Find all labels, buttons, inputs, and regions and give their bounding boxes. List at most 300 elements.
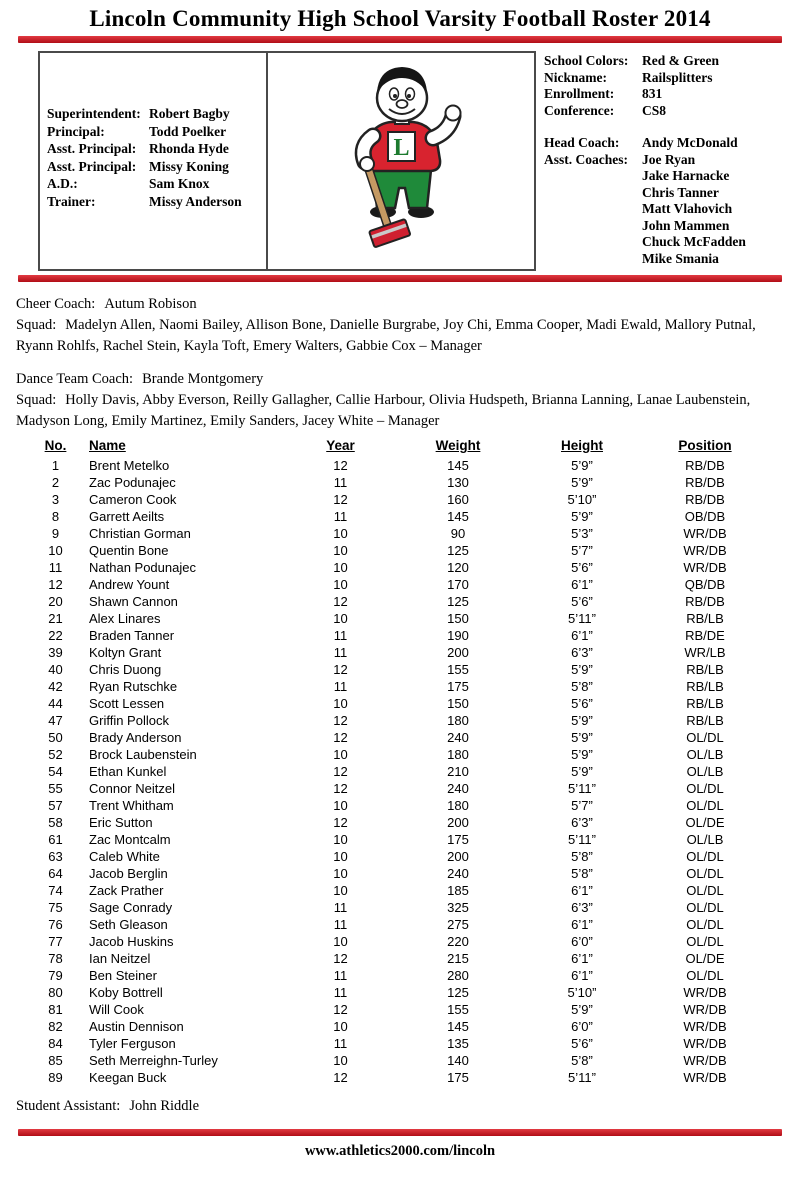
mascot-maul-head — [369, 219, 410, 247]
cell-name: Koltyn Grant — [89, 645, 162, 660]
cell-position: OL/DL — [686, 900, 724, 915]
asst-coaches-row — [544, 152, 790, 268]
cheer-squad-line — [16, 315, 784, 357]
cell-no: 11 — [48, 560, 63, 575]
cell-no: 22 — [48, 628, 63, 643]
cell-position: OB/DB — [684, 509, 726, 524]
cell-weight: 130 — [447, 475, 469, 490]
cell-position: OL/DL — [686, 917, 724, 932]
roster-row — [28, 678, 764, 695]
cell-weight: 175 — [447, 1070, 469, 1085]
roster-row — [28, 916, 764, 933]
dance-coach-name: Brande Montgomery — [142, 371, 264, 387]
staff-value: Sam Knox — [149, 176, 210, 191]
staff-row — [47, 123, 266, 141]
cell-no: 74 — [48, 883, 63, 898]
roster-body — [28, 457, 764, 1086]
cell-no: 2 — [51, 475, 60, 490]
cell-weight: 145 — [447, 1019, 469, 1034]
cell-height: 5’7” — [571, 543, 593, 558]
cell-name: Scott Lessen — [89, 696, 165, 711]
cell-name: Caleb White — [89, 849, 160, 864]
cell-height: 6’1” — [571, 951, 593, 966]
cell-height: 5’9” — [571, 458, 593, 473]
cell-height: 6’0” — [571, 934, 593, 949]
cell-name: Alex Linares — [89, 611, 161, 626]
cell-name: Seth Merreighn-Turley — [89, 1053, 218, 1068]
roster-row — [28, 780, 764, 797]
header-section — [38, 51, 790, 271]
cell-height: 5’9” — [571, 1002, 593, 1017]
cell-no: 63 — [48, 849, 63, 864]
cell-name: Andrew Yount — [89, 577, 170, 592]
cell-position: WR/DB — [683, 526, 727, 541]
cell-no: 75 — [48, 900, 63, 915]
cell-no: 85 — [48, 1053, 63, 1068]
roster-row — [28, 746, 764, 763]
col-header-name: Name — [89, 438, 126, 453]
cell-position: OL/DL — [686, 730, 724, 745]
info-label: Conference: — [544, 102, 615, 118]
info-row — [544, 53, 790, 70]
cell-name: Jacob Huskins — [89, 934, 174, 949]
roster-row — [28, 695, 764, 712]
cell-height: 5’9” — [571, 764, 593, 779]
cell-name: Zac Podunajec — [89, 475, 176, 490]
cell-no: 58 — [48, 815, 63, 830]
cell-weight: 240 — [447, 781, 469, 796]
cell-height: 5’8” — [571, 1053, 593, 1068]
head-coach-row — [544, 135, 790, 152]
info-row — [544, 103, 790, 120]
roster-row — [28, 559, 764, 576]
cell-year: 11 — [333, 475, 348, 490]
cell-weight: 145 — [447, 509, 469, 524]
cell-year: 12 — [333, 951, 348, 966]
info-row — [544, 70, 790, 87]
cell-weight: 140 — [447, 1053, 469, 1068]
cell-no: 77 — [48, 934, 63, 949]
cell-weight: 325 — [447, 900, 469, 915]
cell-year: 10 — [333, 1053, 348, 1068]
cell-name: Ryan Rutschke — [89, 679, 178, 694]
roster-row — [28, 729, 764, 746]
info-label: Nickname: — [544, 69, 607, 85]
cell-year: 11 — [333, 968, 348, 983]
cell-year: 12 — [333, 458, 348, 473]
cell-height: 5’8” — [571, 679, 593, 694]
cheer-squad-names: Madelyn Allen, Naomi Bailey, Allison Bone, Danielle Burgrabe, Joy Chi, Emma Cooper, Madi Ewald, Mallory Putnal, Ryann Rohlfs, Rachel Stein, Kayla Toft, Emery Walters, Gabbie Cox – Manager — [16, 317, 756, 354]
cell-position: WR/DB — [683, 560, 727, 575]
cell-weight: 135 — [447, 1036, 469, 1051]
info-value: 831 — [642, 86, 663, 101]
cell-height: 6’1” — [571, 883, 593, 898]
cell-no: 55 — [48, 781, 63, 796]
cell-no: 54 — [48, 764, 63, 779]
cell-year: 12 — [333, 781, 348, 796]
staff-label: Superintendent: — [47, 106, 141, 121]
cell-year: 10 — [333, 934, 348, 949]
cell-height: 5’6” — [571, 1036, 593, 1051]
cell-name: Christian Gorman — [89, 526, 191, 541]
cell-no: 64 — [48, 866, 63, 881]
info-label: School Colors: — [544, 53, 629, 68]
cell-name: Connor Neitzel — [89, 781, 175, 796]
cell-year: 12 — [333, 1070, 348, 1085]
cell-year: 10 — [333, 866, 348, 881]
roster-row — [28, 1001, 764, 1018]
roster-row — [28, 814, 764, 831]
cell-height: 6’1” — [571, 628, 593, 643]
cell-weight: 240 — [447, 730, 469, 745]
student-assistant-line — [16, 1098, 800, 1115]
staff-row — [47, 158, 266, 176]
roster-table — [28, 438, 764, 1086]
info-label: Enrollment: — [544, 86, 615, 101]
cell-position: WR/DB — [683, 985, 727, 1000]
cell-position: OL/DL — [686, 866, 724, 881]
cell-weight: 240 — [447, 866, 469, 881]
cell-name: Nathan Podunajec — [89, 560, 196, 575]
cell-weight: 200 — [447, 815, 469, 830]
roster-row — [28, 865, 764, 882]
dance-section — [16, 369, 784, 432]
roster-row — [28, 1069, 764, 1086]
cell-position: WR/DB — [683, 1036, 727, 1051]
cell-height: 5’3” — [571, 526, 593, 541]
coach-name: Joe Ryan — [642, 151, 696, 167]
cell-weight: 180 — [447, 798, 469, 813]
cell-weight: 155 — [447, 1002, 469, 1017]
cell-weight: 275 — [447, 917, 469, 932]
coach-name: John Mammen — [642, 217, 730, 233]
mascot-letter: L — [393, 135, 410, 161]
cell-name: Chris Duong — [89, 662, 162, 677]
cell-position: RB/LB — [686, 696, 724, 711]
cell-weight: 185 — [447, 883, 469, 898]
coach-name: Chuck McFadden — [642, 234, 746, 249]
divider-bar-bottom — [18, 1129, 782, 1136]
cell-position: WR/DB — [683, 1019, 727, 1034]
cell-height: 5’11” — [568, 1070, 596, 1085]
asst-coaches-label: Asst. Coaches: — [544, 151, 628, 167]
mascot-box — [268, 51, 536, 271]
cell-year: 11 — [333, 679, 348, 694]
school-info-box — [536, 51, 790, 271]
cell-weight: 125 — [447, 543, 469, 558]
cell-year: 10 — [333, 1019, 348, 1034]
cell-year: 10 — [333, 611, 348, 626]
cell-name: Austin Dennison — [89, 1019, 184, 1034]
roster-row — [28, 1052, 764, 1069]
cell-weight: 190 — [447, 628, 469, 643]
cell-weight: 155 — [447, 662, 469, 677]
cell-name: Zack Prather — [89, 883, 164, 898]
cell-no: 39 — [48, 645, 63, 660]
roster-row — [28, 797, 764, 814]
cell-position: RB/DB — [685, 475, 725, 490]
staff-row — [47, 140, 266, 158]
page-title: Lincoln Community High School Varsity Football Roster 2014 — [89, 6, 711, 31]
cell-name: Ian Neitzel — [89, 951, 151, 966]
cell-height: 6’1” — [571, 968, 593, 983]
cell-weight: 180 — [447, 713, 469, 728]
cell-name: Brady Anderson — [89, 730, 182, 745]
roster-row — [28, 882, 764, 899]
staff-label: Asst. Principal: — [47, 141, 137, 156]
info-value: CS8 — [642, 102, 667, 118]
cell-no: 80 — [48, 985, 63, 1000]
cell-no: 1 — [51, 458, 60, 473]
cell-weight: 215 — [447, 951, 469, 966]
cell-year: 12 — [333, 815, 348, 830]
cell-position: RB/LB — [686, 611, 724, 626]
cell-position: RB/DB — [685, 458, 725, 473]
staff-value: Rhonda Hyde — [149, 141, 229, 156]
cell-weight: 220 — [447, 934, 469, 949]
cell-no: 21 — [48, 611, 63, 626]
cell-height: 5’11” — [568, 611, 596, 626]
cheer-coach-line — [16, 294, 784, 315]
info-value: Railsplitters — [642, 69, 713, 85]
cell-height: 5’9” — [571, 713, 593, 728]
cell-no: 50 — [48, 730, 63, 745]
asst-coaches-list — [642, 152, 746, 268]
roster-row — [28, 576, 764, 593]
cell-name: Griffin Pollock — [89, 713, 169, 728]
cell-year: 12 — [333, 492, 348, 507]
cell-weight: 210 — [447, 764, 469, 779]
cell-height: 5’8” — [571, 849, 593, 864]
cell-weight: 125 — [447, 594, 469, 609]
cell-position: RB/LB — [686, 679, 724, 694]
cell-year: 10 — [333, 526, 348, 541]
cell-position: OL/DL — [686, 798, 724, 813]
cell-height: 5’9” — [571, 730, 593, 745]
cell-position: OL/DL — [686, 883, 724, 898]
roster-row — [28, 491, 764, 508]
cell-year: 11 — [333, 628, 348, 643]
cell-weight: 175 — [447, 832, 469, 847]
roster-row — [28, 508, 764, 525]
cell-no: 10 — [48, 543, 63, 558]
cell-no: 76 — [48, 917, 63, 932]
cell-no: 44 — [48, 696, 63, 711]
cell-year: 10 — [333, 577, 348, 592]
cell-no: 52 — [48, 747, 63, 762]
school-info-rows — [544, 53, 790, 119]
cell-height: 5’10” — [567, 492, 597, 507]
cell-year: 12 — [333, 594, 348, 609]
cell-height: 6’1” — [571, 577, 593, 592]
cell-no: 89 — [48, 1070, 63, 1085]
cell-year: 11 — [333, 645, 348, 660]
cell-year: 10 — [333, 696, 348, 711]
roster-row — [28, 848, 764, 865]
roster-row — [28, 661, 764, 678]
cell-weight: 145 — [447, 458, 469, 473]
cell-name: Cameron Cook — [89, 492, 177, 507]
dance-squad-label: Squad: — [16, 392, 57, 408]
staff-row — [47, 175, 266, 193]
cheer-coach-name: Autum Robison — [104, 296, 197, 312]
cell-no: 40 — [48, 662, 63, 677]
cell-position: OL/DE — [685, 951, 725, 966]
cell-height: 5’11” — [568, 832, 596, 847]
cell-name: Seth Gleason — [89, 917, 168, 932]
col-header-height: Height — [561, 438, 603, 453]
cell-no: 9 — [51, 526, 60, 541]
roster-row — [28, 712, 764, 729]
cell-no: 84 — [48, 1036, 63, 1051]
staff-value: Missy Koning — [149, 158, 229, 174]
roster-row — [28, 457, 764, 474]
info-row — [544, 86, 790, 103]
cell-name: Jacob Berglin — [89, 866, 168, 881]
staff-label: Principal: — [47, 123, 105, 139]
cell-weight: 200 — [447, 645, 469, 660]
cell-no: 57 — [48, 798, 63, 813]
student-assistant-label: Student Assistant: — [16, 1098, 121, 1114]
cell-position: RB/DB — [685, 492, 725, 507]
roster-row — [28, 644, 764, 661]
cell-year: 10 — [333, 883, 348, 898]
cell-no: 61 — [48, 832, 63, 847]
roster-row — [28, 984, 764, 1001]
cell-no: 3 — [51, 492, 60, 507]
head-coach-label: Head Coach: — [544, 135, 620, 150]
cell-no: 20 — [48, 594, 63, 609]
cell-year: 10 — [333, 560, 348, 575]
cell-no: 42 — [48, 679, 63, 694]
cell-weight: 150 — [447, 611, 469, 626]
cell-height: 5’9” — [571, 509, 593, 524]
cell-weight: 200 — [447, 849, 469, 864]
cell-position: WR/DB — [683, 543, 727, 558]
spacer — [544, 119, 790, 135]
cell-year: 11 — [333, 1036, 348, 1051]
cell-no: 78 — [48, 951, 63, 966]
cell-no: 47 — [48, 713, 63, 728]
cell-no: 12 — [48, 577, 63, 592]
roster-row — [28, 967, 764, 984]
footer-url[interactable]: www.athletics2000.com/lincoln — [304, 1143, 496, 1159]
cell-position: OL/LB — [686, 764, 724, 779]
roster-row — [28, 950, 764, 967]
cell-year: 11 — [333, 900, 348, 915]
cell-height: 5’6” — [571, 594, 593, 609]
cell-position: OL/DL — [686, 968, 724, 983]
cell-position: OL/DL — [686, 934, 724, 949]
roster-row — [28, 610, 764, 627]
cell-year: 11 — [333, 917, 348, 932]
cell-weight: 175 — [447, 679, 469, 694]
cell-year: 12 — [333, 764, 348, 779]
cell-weight: 170 — [447, 577, 469, 592]
coach-name: Jake Harnacke — [642, 168, 730, 183]
cell-position: OL/DE — [685, 815, 725, 830]
cell-year: 10 — [333, 849, 348, 864]
cell-name: Eric Sutton — [89, 815, 153, 830]
cell-year: 10 — [333, 832, 348, 847]
cell-year: 11 — [333, 509, 348, 524]
cell-name: Keegan Buck — [89, 1070, 167, 1085]
cell-weight: 160 — [447, 492, 469, 507]
cell-year: 12 — [333, 1002, 348, 1017]
roster-row — [28, 593, 764, 610]
cell-name: Braden Tanner — [89, 628, 175, 643]
roster-row — [28, 474, 764, 491]
cell-height: 6’3” — [571, 900, 593, 915]
roster-row — [28, 542, 764, 559]
cell-name: Brent Metelko — [89, 458, 170, 473]
cell-year: 10 — [333, 798, 348, 813]
cell-position: OL/LB — [686, 747, 724, 762]
roster-row — [28, 899, 764, 916]
dance-squad-names: Holly Davis, Abby Everson, Reilly Gallagher, Callie Harbour, Olivia Hudspeth, Brianna Lanning, Lanae Laubenstein, Madyson Long, Emily Martinez, Emily Sanders, Jacey White – Manager — [16, 392, 751, 429]
roster-row — [28, 763, 764, 780]
divider-bar-middle — [18, 275, 782, 282]
info-value: Red & Green — [642, 53, 719, 68]
cell-height: 5’6” — [571, 696, 593, 711]
staff-value: Robert Bagby — [149, 106, 230, 121]
cell-name: Zac Montcalm — [89, 832, 171, 847]
cheer-coach-label: Cheer Coach: — [16, 296, 96, 312]
cell-position: WR/DB — [683, 1070, 727, 1085]
cell-position: RB/LB — [686, 662, 724, 677]
cell-position: QB/DB — [684, 577, 726, 592]
cell-weight: 125 — [447, 985, 469, 1000]
dance-coach-label: Dance Team Coach: — [16, 371, 134, 387]
cell-position: RB/LB — [686, 713, 724, 728]
cell-name: Brock Laubenstein — [89, 747, 197, 762]
cell-position: RB/DB — [685, 594, 725, 609]
cell-weight: 150 — [447, 696, 469, 711]
roster-row — [28, 933, 764, 950]
dance-squad-line — [16, 390, 784, 432]
cell-name: Quentin Bone — [89, 543, 169, 558]
coach-name: Mike Smania — [642, 250, 719, 266]
cell-year: 12 — [333, 662, 348, 677]
staff-row — [47, 193, 266, 211]
cell-height: 6’0” — [571, 1019, 593, 1034]
cell-year: 11 — [333, 985, 348, 1000]
col-header-weight: Weight — [435, 438, 481, 453]
roster-row — [28, 1018, 764, 1035]
staff-value: Missy Anderson — [149, 193, 242, 209]
roster-row — [28, 627, 764, 644]
cell-name: Trent Whitham — [89, 798, 174, 813]
staff-label: Trainer: — [47, 193, 96, 209]
dance-coach-line — [16, 369, 784, 390]
cell-position: OL/DL — [686, 849, 724, 864]
cell-height: 5’6” — [571, 560, 593, 575]
cell-name: Sage Conrady — [89, 900, 173, 915]
student-assistant-name: John Riddle — [129, 1098, 200, 1114]
cell-name: Shawn Cannon — [89, 594, 178, 609]
cell-position: WR/DB — [683, 1053, 727, 1068]
cell-no: 8 — [51, 509, 60, 524]
staff-value: Todd Poelker — [149, 123, 227, 139]
cell-position: RB/DE — [685, 628, 725, 643]
cell-height: 6’1” — [571, 917, 593, 932]
staff-row — [47, 105, 266, 123]
cell-year: 12 — [333, 730, 348, 745]
coach-name: Chris Tanner — [642, 184, 719, 200]
cell-height: 5’9” — [571, 747, 593, 762]
head-coach-value: Andy McDonald — [642, 135, 738, 150]
cell-height: 5’9” — [571, 662, 593, 677]
